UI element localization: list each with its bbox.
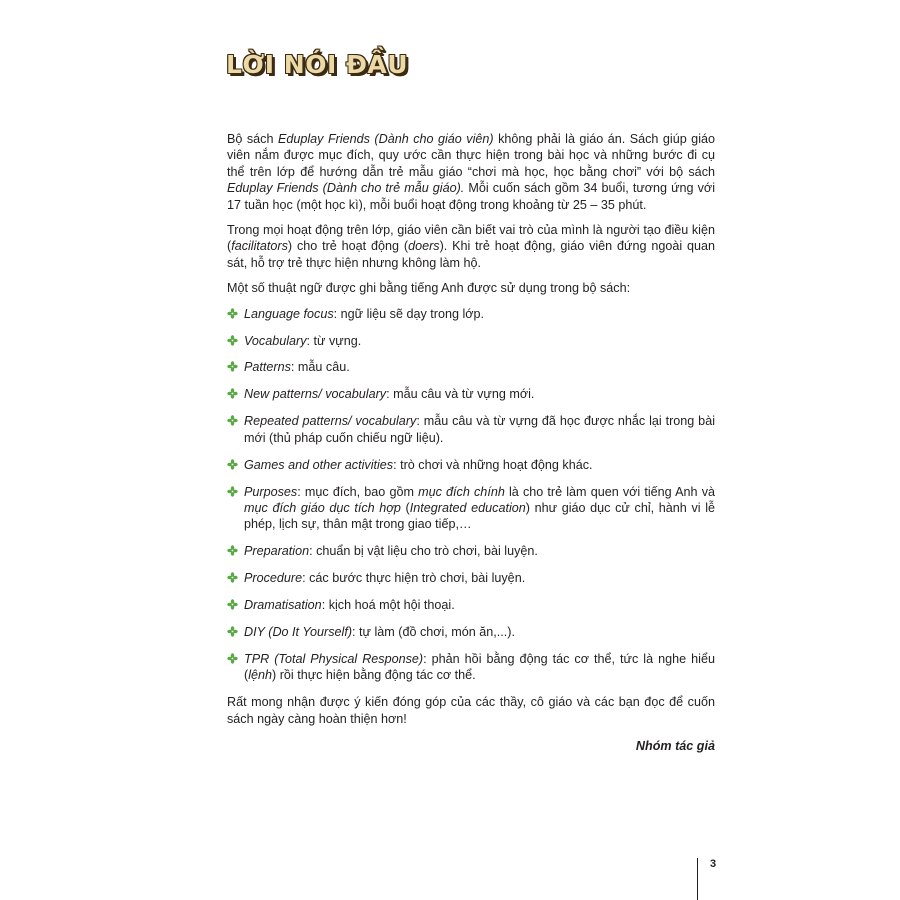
intro-paragraph-3: Một số thuật ngữ được ghi bằng tiếng Anh được sử dụng trong bộ sách: — [227, 281, 631, 296]
four-petal-flower-icon — [227, 387, 238, 398]
page-number-divider — [697, 858, 698, 900]
four-petal-flower-icon — [227, 414, 238, 425]
intro-paragraph-2 — [227, 222, 715, 271]
author-signature: Nhóm tác giả — [635, 738, 715, 753]
term-description: ) như giáo dục cử chỉ, hành vi lễ phép, lịch sự, thân mật trong giao tiếp,… — [244, 500, 715, 532]
term-description: : từ vựng. — [306, 333, 362, 348]
term-name: Patterns — [244, 360, 291, 375]
text-segment: không phải là giáo án. Sách giúp giáo viên nắm được mục đích, quy ước cần thực hiện trong bài học và những bước đi cụ thể trên lớp để hướng dẫn trẻ mẫu giáo “chơi mà học, học bằng chơi” với bộ sách — [227, 132, 715, 179]
four-petal-flower-icon — [227, 360, 238, 371]
four-petal-flower-icon — [227, 625, 238, 636]
term-name: Games and other activities — [244, 457, 394, 472]
term-description: : mục đích, bao gồm — [297, 484, 419, 499]
four-petal-flower-icon — [227, 458, 238, 469]
preface-body — [227, 131, 715, 754]
term-description: : trò chơi và những hoạt động khác. — [393, 457, 593, 472]
term-description: ) rồi thực hiện bằng động tác cơ thể. — [272, 668, 476, 683]
list-item — [227, 457, 715, 473]
text-segment: ). Khi trẻ hoạt động, giáo viên đứng ngoài quan sát, hỗ trợ trẻ thực hiện nhưng không làm hộ. — [227, 239, 715, 270]
four-petal-flower-icon — [227, 334, 238, 345]
page-title: LỜI NÓI ĐẦU — [226, 50, 409, 79]
list-item — [227, 651, 715, 684]
term-description: là cho trẻ làm quen với tiếng Anh và — [504, 484, 716, 499]
list-item — [227, 386, 715, 402]
four-petal-flower-icon — [227, 571, 238, 582]
term-description: ( — [400, 500, 410, 515]
term-description: : mẫu câu và từ vựng mới. — [386, 387, 535, 402]
list-item — [227, 306, 715, 322]
list-item — [227, 570, 715, 586]
book-title-teacher: Eduplay Friends (Dành cho giáo viên) — [277, 132, 494, 146]
intro-paragraph-1 — [227, 131, 715, 213]
list-item — [227, 597, 715, 613]
term-name: New patterns/ vocabulary — [244, 387, 387, 402]
term-name: Repeated patterns/ vocabulary — [244, 414, 417, 429]
term-command: lệnh — [248, 668, 273, 683]
text-segment: Mỗi cuốn sách gồm 34 buổi, tương ứng với 17 tuần học (một học kì), mỗi buổi hoạt động trong khoảng từ 25 – 35 phút. — [227, 181, 715, 212]
list-item — [227, 624, 715, 640]
term-name: Procedure — [244, 571, 303, 586]
term-name: TPR (Total Physical Response) — [244, 651, 424, 666]
list-item — [227, 484, 715, 533]
term-facilitators: facilitators — [231, 239, 288, 254]
four-petal-flower-icon — [227, 652, 238, 663]
term-integrated-education: Integrated education — [409, 500, 526, 515]
term-description: : mẫu câu. — [290, 360, 350, 375]
term-description: : ngữ liệu sẽ dạy trong lớp. — [333, 306, 485, 321]
list-item — [227, 543, 715, 559]
term-description: : phản hồi bằng động tác cơ thể, tức là nghe hiểu ( — [244, 651, 715, 683]
text-segment: Trong mọi hoạt động trên lớp, giáo viên cần biết vai trò của mình là người tạo điều kiện ( — [227, 223, 715, 254]
terms-list — [227, 306, 715, 684]
closing-paragraph: Rất mong nhận được ý kiến đóng góp của các thầy, cô giáo và các bạn đọc để cuốn sách ngày càng hoàn thiện hơn! — [227, 695, 715, 726]
term-name: Purposes — [244, 484, 298, 499]
term-name: Language focus — [244, 306, 334, 321]
term-integrated-purpose: mục đích giáo dục tích hợp — [244, 500, 401, 515]
term-description: : chuẩn bị vật liệu cho trò chơi, bài luyện. — [309, 544, 538, 559]
term-description: : các bước thực hiện trò chơi, bài luyện. — [302, 571, 526, 586]
text-segment: ) cho trẻ hoạt động ( — [287, 239, 409, 254]
list-item — [227, 359, 715, 375]
four-petal-flower-icon — [227, 598, 238, 609]
four-petal-flower-icon — [227, 485, 238, 496]
page-number: 3 — [710, 858, 717, 870]
term-name: Vocabulary — [244, 333, 307, 348]
four-petal-flower-icon — [227, 544, 238, 555]
term-description: : tự làm (đồ chơi, món ăn,...). — [352, 624, 515, 639]
list-item — [227, 413, 715, 446]
term-name: Preparation — [244, 544, 310, 559]
term-name: Dramatisation — [244, 598, 322, 613]
term-name: DIY (Do It Yourself) — [244, 624, 353, 639]
term-description: : mẫu câu và từ vựng đã học được nhắc lại trong bài mới (thủ pháp cuốn chiếu ngữ liệu). — [244, 414, 715, 445]
term-description: : kịch hoá một hội thoại. — [321, 598, 455, 613]
book-title-children: Eduplay Friends (Dành cho trẻ mẫu giáo). — [227, 181, 465, 196]
term-main-purpose: mục đích chính — [418, 484, 505, 499]
term-doers: doers — [408, 239, 440, 254]
list-item — [227, 333, 715, 349]
four-petal-flower-icon — [227, 307, 238, 318]
text-segment: Bộ sách — [227, 132, 278, 146]
